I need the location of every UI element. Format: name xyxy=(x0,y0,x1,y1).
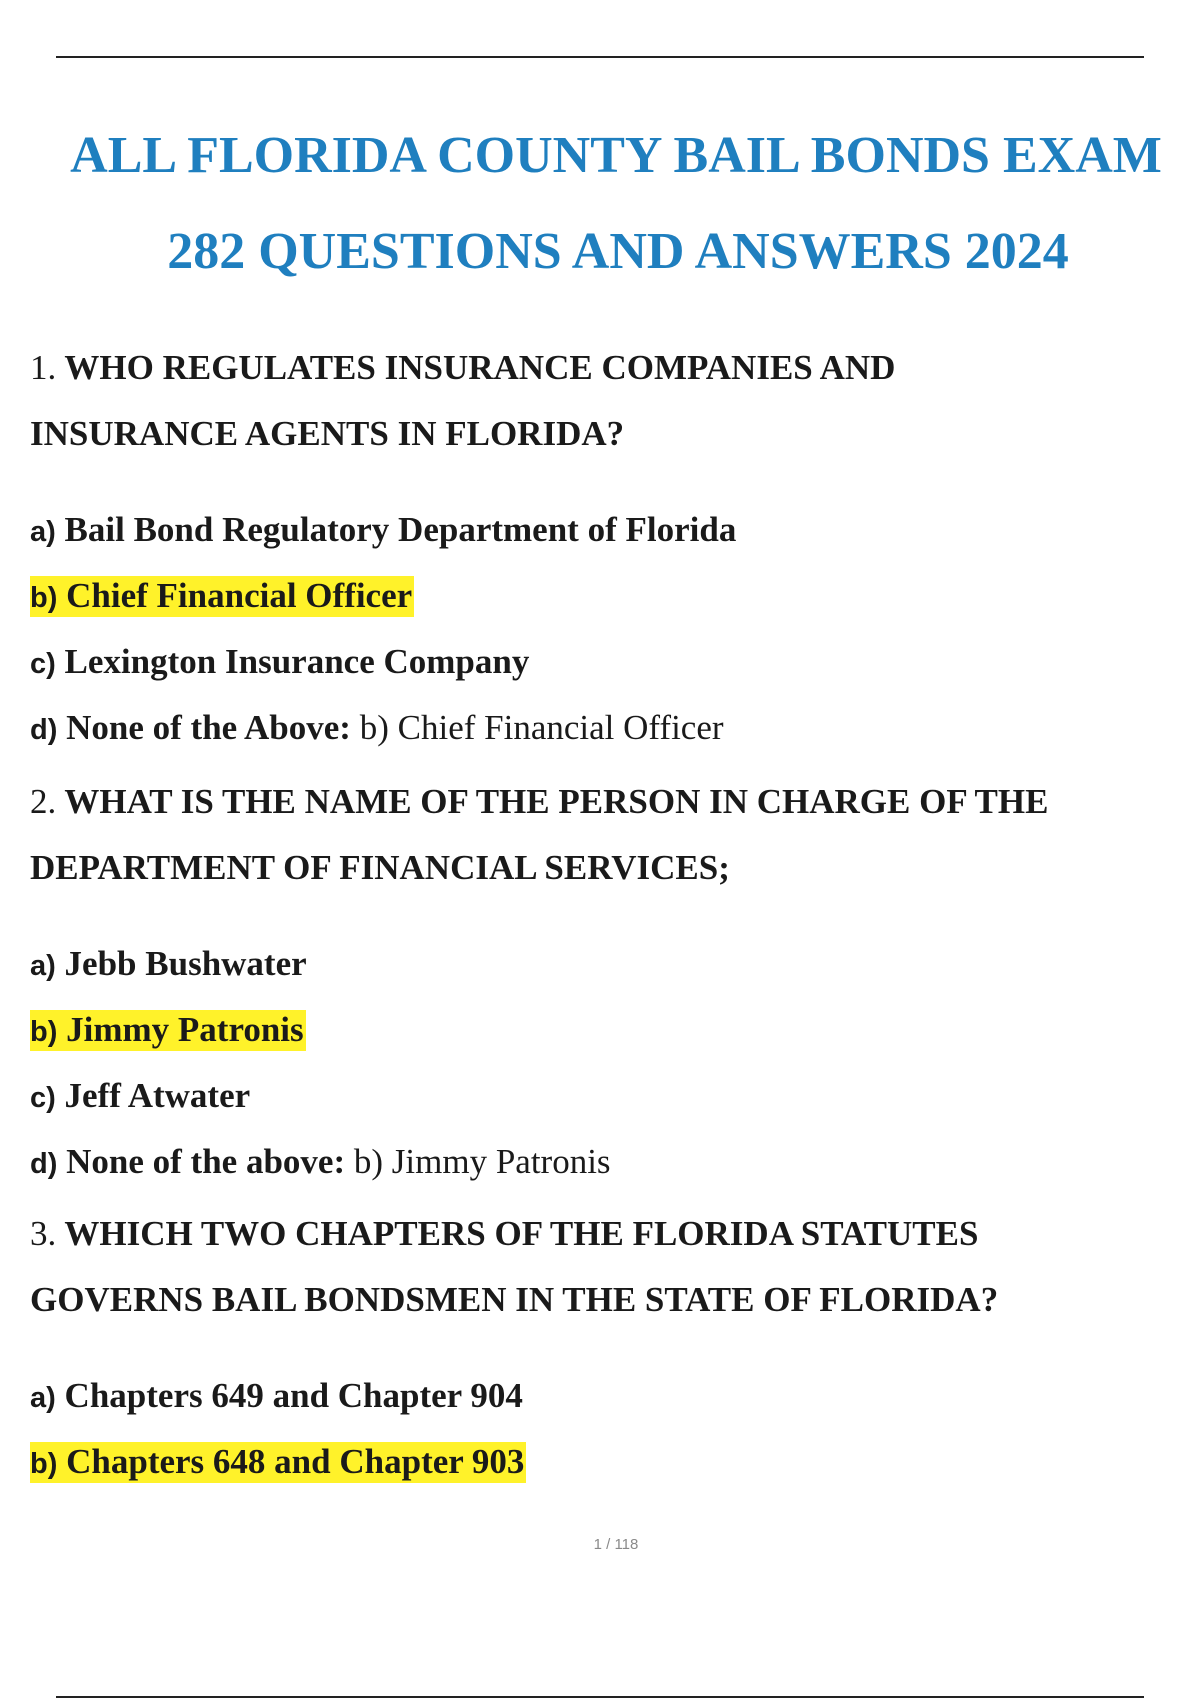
question-1-number: 1. xyxy=(30,348,57,387)
option-text: Chapters 648 and Chapter 903 xyxy=(66,1442,525,1481)
option-text: Jimmy Patronis xyxy=(66,1010,304,1049)
option-letter: a) xyxy=(30,1382,56,1414)
option-text: Lexington Insurance Company xyxy=(64,642,530,681)
question-1-option-a xyxy=(30,508,736,554)
option-text: Bail Bond Regulatory Department of Florida xyxy=(64,510,737,549)
question-1-answer: b) Chief Financial Officer xyxy=(359,708,724,747)
option-text: None of the above: xyxy=(66,1142,346,1181)
question-2-text-line-1: WHAT IS THE NAME OF THE PERSON IN CHARGE OF THE xyxy=(64,782,1049,821)
question-2-line-2: DEPARTMENT OF FINANCIAL SERVICES; xyxy=(30,848,730,887)
question-2-answer: b) Jimmy Patronis xyxy=(353,1142,611,1181)
option-letter: d) xyxy=(30,1148,58,1180)
question-1-option-b xyxy=(30,574,414,620)
option-letter: b) xyxy=(30,1448,58,1480)
option-letter: c) xyxy=(30,1082,56,1114)
question-1-option-c xyxy=(30,640,529,686)
option-text: Jeff Atwater xyxy=(64,1076,251,1115)
option-text: Chapters 649 and Chapter 904 xyxy=(64,1376,523,1415)
question-2-option-a xyxy=(30,942,307,988)
document-title-line-2: 282 QUESTIONS AND ANSWERS 2024 xyxy=(167,223,1069,280)
option-letter: c) xyxy=(30,648,56,680)
option-letter: b) xyxy=(30,582,58,614)
option-letter: a) xyxy=(30,950,56,982)
question-2-option-c xyxy=(30,1074,250,1120)
option-text: Chief Financial Officer xyxy=(66,576,413,615)
bottom-rule xyxy=(56,1696,1144,1698)
question-2-option-b xyxy=(30,1008,306,1054)
document-title-line-1: ALL FLORIDA COUNTY BAIL BONDS EXAM xyxy=(70,127,1162,184)
question-1-line-1 xyxy=(30,346,895,390)
question-1-line-2: INSURANCE AGENTS IN FLORIDA? xyxy=(30,414,625,453)
question-3-option-b xyxy=(30,1440,526,1486)
question-2-number: 2. xyxy=(30,782,57,821)
option-letter: a) xyxy=(30,516,56,548)
option-text: None of the Above: xyxy=(66,708,351,747)
question-3-line-2: GOVERNS BAIL BONDSMEN IN THE STATE OF FLORIDA? xyxy=(30,1280,999,1319)
question-2-option-d xyxy=(30,1140,611,1186)
option-letter: d) xyxy=(30,714,58,746)
question-3-option-a xyxy=(30,1374,523,1420)
correct-answer-highlight xyxy=(30,1442,526,1483)
question-1-text-line-1: WHO REGULATES INSURANCE COMPANIES AND xyxy=(64,348,896,387)
question-3-text-line-1: WHICH TWO CHAPTERS OF THE FLORIDA STATUTES xyxy=(64,1214,979,1253)
question-1-option-d xyxy=(30,706,724,752)
correct-answer-highlight xyxy=(30,1010,306,1051)
top-rule xyxy=(56,56,1144,58)
page-indicator: 1 / 118 xyxy=(593,1536,639,1553)
option-letter: b) xyxy=(30,1016,58,1048)
question-3-number: 3. xyxy=(30,1214,57,1253)
correct-answer-highlight xyxy=(30,576,414,617)
option-text: Jebb Bushwater xyxy=(64,944,307,983)
question-2-line-1 xyxy=(30,780,1048,824)
question-3-line-1 xyxy=(30,1212,978,1256)
